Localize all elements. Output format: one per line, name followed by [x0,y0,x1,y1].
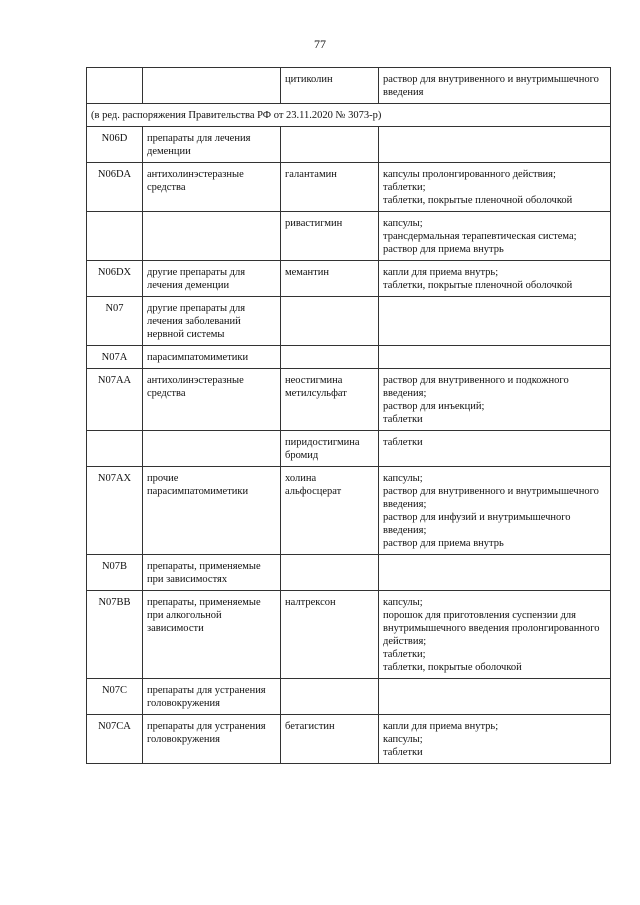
pharmacological-group-cell: антихолинэстеразные средства [143,369,281,431]
dosage-forms-cell [379,369,611,431]
dosage-form: капсулы; [383,218,423,229]
pharmacological-group-cell: парасимпатомиметики [143,346,281,369]
atc-code-cell [87,212,143,261]
dosage-form: раствор для приема внутрь [383,538,504,549]
table-row [87,431,611,467]
drug-name-cell [281,555,379,591]
drug-name-cell: ривастигмин [281,212,379,261]
drug-name-cell [281,679,379,715]
atc-code-cell: N07BB [87,591,143,679]
atc-code-cell: N07AX [87,467,143,555]
pharmacological-group-cell [143,431,281,467]
drug-name-cell: пиридостигмина бромид [281,431,379,467]
pharmacological-group-cell: прочие парасимпатомиметики [143,467,281,555]
table-row [87,68,611,104]
dosage-forms-cell [379,555,611,591]
pharmacological-group-cell: препараты, применяемые при зависимостях [143,555,281,591]
atc-code-cell: N07B [87,555,143,591]
dosage-form: порошок для приготовления суспензии для внутримышечного введения пролонгированного действия; [383,610,600,647]
dosage-form: раствор для инфузий и внутримышечного введения; [383,512,571,536]
atc-code-cell [87,431,143,467]
atc-code-cell: N07AA [87,369,143,431]
drug-name-cell: цитиколин [281,68,379,104]
dosage-form: раствор для внутривенного и внутримышечного введения [383,74,599,98]
table-row [87,346,611,369]
table-row [87,163,611,212]
table-row [87,555,611,591]
dosage-forms-cell [379,467,611,555]
dosage-form: таблетки; [383,182,426,193]
dosage-forms-cell [379,163,611,212]
table-row [87,679,611,715]
page-number: 77 [314,37,326,51]
dosage-form: таблетки, покрытые пленочной оболочкой [383,195,573,206]
dosage-form: капсулы; [383,734,423,745]
drug-name-cell: бетагистин [281,715,379,764]
drug-name-cell: неостигмина метилсульфат [281,369,379,431]
dosage-forms-cell [379,68,611,104]
dosage-forms-cell [379,127,611,163]
table-row [87,261,611,297]
pharmacological-group-cell [143,212,281,261]
dosage-form: таблетки, покрытые оболочкой [383,662,522,673]
dosage-form: таблетки [383,437,423,448]
atc-code-cell: N07CA [87,715,143,764]
drug-name-cell [281,297,379,346]
atc-code-cell [87,68,143,104]
drug-name-cell: мемантин [281,261,379,297]
dosage-form: раствор для внутривенного и подкожного введения; [383,375,569,399]
dosage-form: капсулы; [383,597,423,608]
amendment-note-row [87,104,611,127]
dosage-form: капли для приема внутрь; [383,721,499,732]
atc-code-cell: N06D [87,127,143,163]
atc-code-cell: N07C [87,679,143,715]
atc-code-cell: N06DX [87,261,143,297]
pharmacological-group-cell: другие препараты для лечения заболеваний нервной системы [143,297,281,346]
dosage-form: раствор для приема внутрь [383,244,504,255]
dosage-form: трансдермальная терапевтическая система; [383,231,577,242]
dosage-form: капли для приема внутрь; [383,267,499,278]
drug-name-cell [281,127,379,163]
pharmacological-group-cell: антихолинэстеразные средства [143,163,281,212]
dosage-form: таблетки; [383,649,426,660]
dosage-forms-cell [379,297,611,346]
dosage-forms-cell [379,591,611,679]
amendment-note: (в ред. распоряжения Правительства РФ от 23.11.2020 № 3073-р) [87,104,611,127]
dosage-form: капсулы; [383,473,423,484]
dosage-forms-cell [379,261,611,297]
drug-name-cell [281,346,379,369]
dosage-forms-cell [379,431,611,467]
drug-name-cell: холина альфосцерат [281,467,379,555]
dosage-forms-cell [379,679,611,715]
pharmacological-group-cell: препараты для устранения головокружения [143,715,281,764]
table-row [87,467,611,555]
atc-code-cell: N06DA [87,163,143,212]
dosage-forms-cell [379,212,611,261]
table-row [87,715,611,764]
table-row [87,212,611,261]
pharmacological-group-cell [143,68,281,104]
table-row [87,369,611,431]
dosage-form: раствор для внутривенного и внутримышечного введения; [383,486,599,510]
table-row [87,127,611,163]
dosage-form: капсулы пролонгированного действия; [383,169,556,180]
pharmacological-group-cell: препараты, применяемые при алкогольной зависимости [143,591,281,679]
drug-name-cell: галантамин [281,163,379,212]
dosage-form: таблетки [383,747,423,758]
table-row [87,591,611,679]
dosage-forms-cell [379,715,611,764]
dosage-form: таблетки [383,414,423,425]
atc-code-cell: N07A [87,346,143,369]
table-row [87,297,611,346]
dosage-form: таблетки, покрытые пленочной оболочкой [383,280,573,291]
pharmacological-group-cell: другие препараты для лечения деменции [143,261,281,297]
dosage-form: раствор для инъекций; [383,401,485,412]
pharmacological-group-cell: препараты для устранения головокружения [143,679,281,715]
drug-table [86,67,611,764]
pharmacological-group-cell: препараты для лечения деменции [143,127,281,163]
dosage-forms-cell [379,346,611,369]
atc-code-cell: N07 [87,297,143,346]
drug-name-cell: налтрексон [281,591,379,679]
